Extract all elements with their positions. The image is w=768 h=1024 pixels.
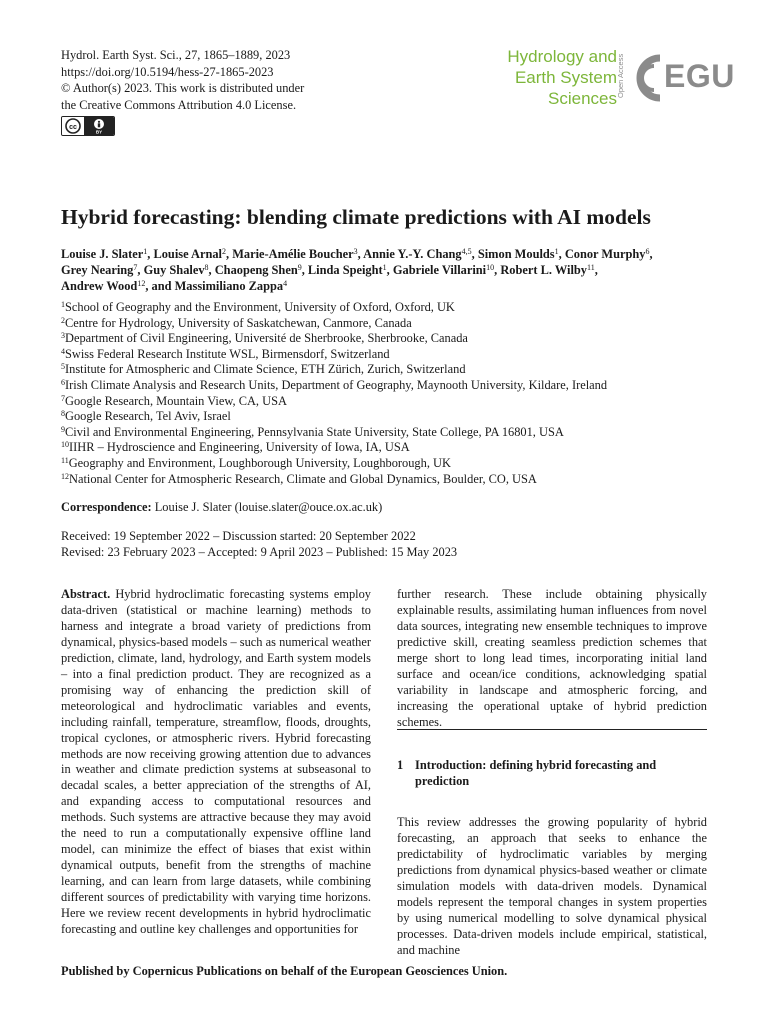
affiliation: $^{10}$IIHR – Hydroscience and Engineering, University of Iowa, IA, USA (61, 440, 410, 455)
affiliation: $^1$School of Geography and the Environment, University of Oxford, Oxford, UK (61, 300, 455, 314)
intro-paragraph: This review addresses the growing popularity of hybrid forecasting, an approach that seeks to enhance the predictability of hydroclimatic variables by merging predictions from dynamical physics-based weather or climate simulation models with data-driven models. Dynamical models represent the temporal changes in system properties by using numerical modelling to solve dynamical physical processes. Data-driven models include empirical, statistical, and machine (397, 815, 707, 957)
correspondence-contact[interactable]: Louise J. Slater (louise.slater@ouce.ox.ac.uk) (154, 500, 383, 514)
section-heading (397, 757, 707, 789)
svg-text:cc: cc (69, 124, 77, 131)
author[interactable]: Guy Shalev (143, 263, 205, 277)
svg-text:BY: BY (95, 129, 103, 134)
egu-logo-text: EGU (664, 58, 735, 94)
author[interactable]: Linda Speight (307, 263, 383, 277)
author[interactable]: Robert L. Wilby (500, 263, 587, 277)
affiliation: $^{12}$National Center for Atmospheric Research, Climate and Global Dynamics, Boulder, CO, USA (61, 471, 537, 486)
dates-line-1: Received: 19 September 2022 – Discussion started: 20 September 2022 (61, 529, 416, 543)
author[interactable]: Grey Nearing (61, 263, 134, 277)
author[interactable]: Louise J. Slater (61, 247, 144, 261)
author[interactable]: Simon Moulds (477, 247, 555, 261)
open-access-label: Open Access (616, 53, 625, 99)
section-number: 1 (397, 758, 404, 772)
author[interactable]: Louise Arnal (153, 247, 222, 261)
journal-name-line1: Hydrology and (507, 47, 617, 66)
journal-name-line3: Sciences (548, 89, 617, 108)
author[interactable]: Andrew Wood (61, 279, 138, 293)
abstract-column-right: further research. These include obtaining physically explainable results, assimilating human influences from novel data sources, integrating new ensemble techniques to improve predictive skill, creating seamless prediction schemes that merge short to long lead times, incorporating initial land surface and ocean/ice conditions, acknowledging spatial variability in landscape and atmospheric forcing, and increasing the operational uptake of hybrid prediction schemes. (397, 587, 707, 729)
author-list (61, 246, 711, 294)
affiliation: $^4$Swiss Federal Research Institute WSL, Birmensdorf, Switzerland (61, 346, 390, 361)
abstract-column-left (61, 587, 371, 938)
correspondence (61, 500, 382, 515)
journal-logo-text (497, 46, 617, 109)
affiliation: $^2$Centre for Hydrology, University of Saskatchewan, Canmore, Canada (61, 315, 412, 330)
author[interactable]: Gabriele Villarini (392, 263, 487, 277)
affiliation: $^6$Irish Climate Analysis and Research Units, Department of Geography, Maynooth University, Kildare, Ireland (61, 377, 608, 392)
cc-icon (62, 117, 84, 135)
author[interactable]: Conor Murphy (564, 247, 646, 261)
journal-name-line2: Earth System (514, 68, 617, 87)
affiliation: $^3$Department of Civil Engineering, Université de Sherbrooke, Sherbrooke, Canada (61, 331, 468, 346)
correspondence-label: Correspondence: (61, 500, 152, 514)
dates-line-2: Revised: 23 February 2023 – Accepted: 9 April 2023 – Published: 15 May 2023 (61, 545, 458, 559)
copyright-line: © Author(s) 2023. This work is distributed under (61, 81, 305, 95)
abstract-text: Hybrid hydroclimatic forecasting systems employ data-driven (statistical or machine learning) methods to harness and integrate a broad variety of predictions from dynamical, physics-based models – such as numerical weather prediction, climate, land, hydrology, and Earth system models – into a final prediction product. They are recognized as a promising way of enhancing the prediction skill of meteorological and hydroclimatic variables and events, including rainfall, temperature, streamflow, floods, droughts, tropical cyclones, or atmospheric rivers. Hybrid forecasting methods are now receiving growing attention due to advances in weather and climate prediction systems at subseasonal to decadal scales, a better appreciation of the strengths of AI, and expanding access to computational resources and methods. Such systems are attractive because they may avoid the need to run a computationally expensive offline land model, can minimize the effect of biases that exist within dynamical outputs, benefit from the strengths of machine learning, and can learn from large datasets, while combining different sources of predictability with varying time horizons. Here we review recent developments in hybrid hydroclimatic forecasting and outline key challenges and opportunities for (61, 587, 371, 937)
author-line-2: Grey Nearing$^7$, Guy Shalev$^8$, Chaopeng Shen$^9$, Linda Speight$^1$, Gabriele Villarini$^{10}$, Robert L. Wilby$^{11}$, (61, 263, 598, 277)
abstract-label: Abstract. (61, 587, 111, 601)
journal-citation: Hydrol. Earth Syst. Sci., 27, 1865–1889, 2023 (61, 48, 291, 62)
affiliation: $^7$Google Research, Mountain View, CA, USA (61, 393, 287, 408)
author[interactable]: Massimiliano Zappa (174, 279, 284, 293)
affiliation: $^9$Civil and Environmental Engineering, Pennsylvania State University, State College, PA 16801, USA (61, 424, 564, 439)
cc-by-badge[interactable] (61, 116, 115, 136)
affiliation-list (61, 300, 607, 487)
license-line: the Creative Commons Attribution 4.0 License. (61, 97, 297, 112)
doi-link[interactable]: https://doi.org/10.5194/hess-27-1865-2023 (61, 64, 274, 79)
author[interactable]: Marie-Amélie Boucher (232, 247, 354, 261)
affiliation: $^{11}$Geography and Environment, Loughborough University, Loughborough, UK (61, 455, 451, 470)
author[interactable]: Chaopeng Shen (214, 263, 298, 277)
affiliation: $^5$Institute for Atmospheric and Climate Science, ETH Zürich, Zurich, Switzerland (61, 362, 466, 377)
section-divider (397, 729, 707, 730)
author[interactable]: Annie Y.-Y. Chang (363, 247, 462, 261)
publisher-footer: Published by Copernicus Publications on behalf of the European Geosciences Union. (61, 964, 508, 978)
by-icon (84, 117, 114, 135)
author-line-1: Louise J. Slater$^1$, Louise Arnal$^2$, Marie-Amélie Boucher$^3$, Annie Y.-Y. Chang$^{4,5}$, Simon Moulds$^1$, Conor Murphy$^6$, (61, 247, 653, 261)
author-line-3: Andrew Wood$^{12}$, and Massimiliano Zappa$^4$ (61, 279, 288, 293)
section-title: Introduction: defining hybrid forecasting and prediction (415, 758, 657, 788)
publication-dates (61, 528, 457, 560)
header-citation-block (61, 47, 304, 139)
paper-title: Hybrid forecasting: blending climate predictions with AI models (61, 205, 651, 229)
affiliation: $^8$Google Research, Tel Aviv, Israel (61, 409, 231, 424)
